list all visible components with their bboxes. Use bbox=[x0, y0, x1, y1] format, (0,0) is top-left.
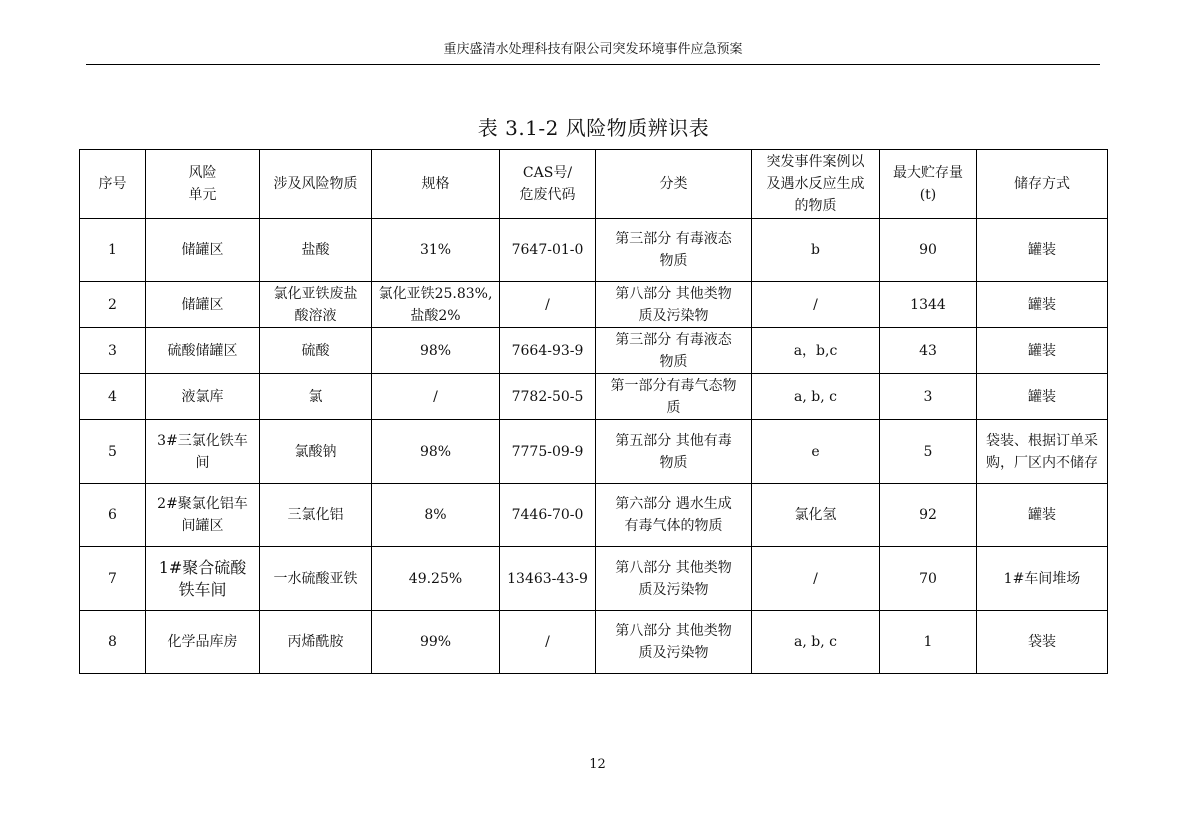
table-row bbox=[80, 484, 1108, 547]
table-cell: 92 bbox=[880, 484, 977, 547]
table-cell: 储罐区 bbox=[146, 219, 260, 282]
table-cell: 4 bbox=[80, 374, 146, 420]
column-header: 涉及风险物质 bbox=[260, 150, 372, 219]
table-cell: 罐装 bbox=[977, 374, 1108, 420]
document-header: 重庆盛清水处理科技有限公司突发环境事件应急预案 bbox=[443, 42, 743, 57]
table-header-row bbox=[80, 150, 1108, 219]
table-cell: a，b,c bbox=[752, 328, 880, 374]
table-cell: 98% bbox=[372, 420, 500, 484]
table-cell: 31% bbox=[372, 219, 500, 282]
column-header: 序号 bbox=[80, 150, 146, 219]
table-caption: 表 3.1-2 风险物质辨识表 bbox=[477, 116, 710, 140]
table-cell: 袋装 bbox=[977, 611, 1108, 674]
column-header: 规格 bbox=[372, 150, 500, 219]
table-cell: / bbox=[500, 611, 596, 674]
table-cell: 49.25% bbox=[372, 547, 500, 611]
table-cell: 7782-50-5 bbox=[500, 374, 596, 420]
table-cell: 7775-09-9 bbox=[500, 420, 596, 484]
column-header: 风险 单元 bbox=[146, 150, 260, 219]
column-header: 储存方式 bbox=[977, 150, 1108, 219]
table-cell: / bbox=[752, 282, 880, 328]
table-cell: 3#三氯化铁车 间 bbox=[146, 420, 260, 484]
table-cell: 氯酸钠 bbox=[260, 420, 372, 484]
table-cell: 氯化亚铁25.83%, 盐酸2% bbox=[372, 282, 500, 328]
table-cell: 第三部分 有毒液态 物质 bbox=[596, 219, 752, 282]
table-row bbox=[80, 420, 1108, 484]
column-header: 突发事件案例以 及遇水反应生成 的物质 bbox=[752, 150, 880, 219]
table-cell: 7664-93-9 bbox=[500, 328, 596, 374]
table-cell: 98% bbox=[372, 328, 500, 374]
table-cell: / bbox=[500, 282, 596, 328]
table-cell: 三氯化铝 bbox=[260, 484, 372, 547]
table-cell: 第八部分 其他类物 质及污染物 bbox=[596, 282, 752, 328]
table-cell: 2#聚氯化铝车 间罐区 bbox=[146, 484, 260, 547]
table-row bbox=[80, 611, 1108, 674]
table-cell: 罐装 bbox=[977, 282, 1108, 328]
table-cell: 丙烯酰胺 bbox=[260, 611, 372, 674]
table-cell: 6 bbox=[80, 484, 146, 547]
table-cell: 1 bbox=[880, 611, 977, 674]
table-cell: 罐装 bbox=[977, 219, 1108, 282]
table-cell: 第三部分 有毒液态 物质 bbox=[596, 328, 752, 374]
table-cell: / bbox=[752, 547, 880, 611]
table-cell: b bbox=[752, 219, 880, 282]
table-cell: 化学品库房 bbox=[146, 611, 260, 674]
table-row bbox=[80, 374, 1108, 420]
table-cell: 第六部分 遇水生成 有毒气体的物质 bbox=[596, 484, 752, 547]
table-cell: 硫酸 bbox=[260, 328, 372, 374]
table-cell: 7 bbox=[80, 547, 146, 611]
table-cell: 第一部分有毒气态物 质 bbox=[596, 374, 752, 420]
table-cell: 43 bbox=[880, 328, 977, 374]
column-header: CAS号/ 危废代码 bbox=[500, 150, 596, 219]
table-cell: 氯化氢 bbox=[752, 484, 880, 547]
table-cell: 99% bbox=[372, 611, 500, 674]
table-cell: 袋装、根据订单采 购，厂区内不储存 bbox=[977, 420, 1108, 484]
table-cell: 1344 bbox=[880, 282, 977, 328]
page-number: 12 bbox=[589, 757, 606, 772]
table-cell: 液氯库 bbox=[146, 374, 260, 420]
table-cell: 第八部分 其他类物 质及污染物 bbox=[596, 611, 752, 674]
table-cell: 2 bbox=[80, 282, 146, 328]
table-cell: 硫酸储罐区 bbox=[146, 328, 260, 374]
table-cell: 3 bbox=[880, 374, 977, 420]
table-cell: 5 bbox=[80, 420, 146, 484]
column-header: 最大贮存量 (t) bbox=[880, 150, 977, 219]
table-cell: 1#车间堆场 bbox=[977, 547, 1108, 611]
table-cell: 90 bbox=[880, 219, 977, 282]
table-row bbox=[80, 219, 1108, 282]
table-cell: / bbox=[372, 374, 500, 420]
column-header: 分类 bbox=[596, 150, 752, 219]
table-cell: 70 bbox=[880, 547, 977, 611]
header-divider bbox=[86, 64, 1100, 65]
table-cell: e bbox=[752, 420, 880, 484]
table-cell: 氯化亚铁废盐 酸溶液 bbox=[260, 282, 372, 328]
table-cell: 1 bbox=[80, 219, 146, 282]
table-cell: 3 bbox=[80, 328, 146, 374]
table-cell: 第五部分 其他有毒 物质 bbox=[596, 420, 752, 484]
table-cell: 8 bbox=[80, 611, 146, 674]
risk-substance-table bbox=[79, 149, 1108, 674]
table-cell: 第八部分 其他类物 质及污染物 bbox=[596, 547, 752, 611]
table-row bbox=[80, 282, 1108, 328]
table-cell: 盐酸 bbox=[260, 219, 372, 282]
table-cell: 13463-43-9 bbox=[500, 547, 596, 611]
table-cell: 罐装 bbox=[977, 484, 1108, 547]
table-cell: 储罐区 bbox=[146, 282, 260, 328]
table-row bbox=[80, 547, 1108, 611]
table-cell: 一水硫酸亚铁 bbox=[260, 547, 372, 611]
table-cell: 5 bbox=[880, 420, 977, 484]
table-cell: 1#聚合硫酸 铁车间 bbox=[146, 547, 260, 611]
table-cell: a, b, c bbox=[752, 374, 880, 420]
table-cell: 7647-01-0 bbox=[500, 219, 596, 282]
table-row bbox=[80, 328, 1108, 374]
table-cell: 氯 bbox=[260, 374, 372, 420]
table-cell: 罐装 bbox=[977, 328, 1108, 374]
table-cell: 7446-70-0 bbox=[500, 484, 596, 547]
table-cell: a, b, c bbox=[752, 611, 880, 674]
table-cell: 8% bbox=[372, 484, 500, 547]
